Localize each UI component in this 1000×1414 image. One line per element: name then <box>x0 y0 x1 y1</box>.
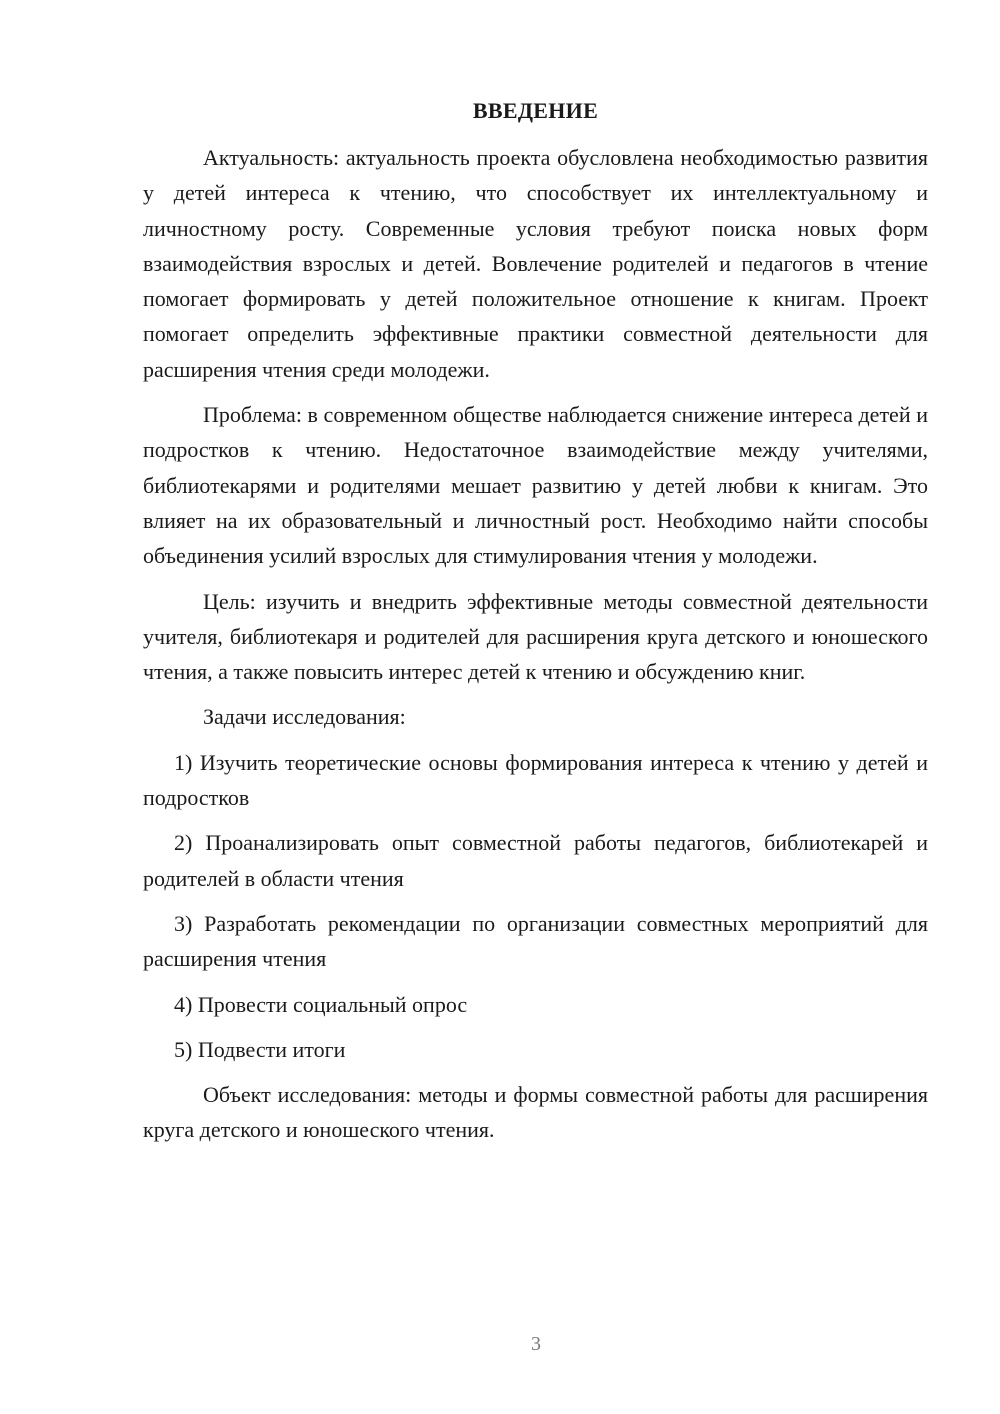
section-heading: ВВЕДЕНИЕ <box>472 98 599 123</box>
tasks-intro: Задачи исследования: <box>203 704 406 730</box>
object-paragraph: Объект исследования: методы и формы совместной работы для расширения круга детского и юношеского чтения. <box>143 1082 928 1143</box>
list-item: 1) Изучить теоретические основы формирования интереса к чтению у детей и подростков <box>143 749 928 811</box>
goal-paragraph: Цель: изучить и внедрить эффективные методы совместной деятельности учителя, библиотекаря и родителей для расширения круга детского и юношеского чтения, а также повысить интерес детей к чтению и обсуждению книг. <box>143 588 928 685</box>
tasks-list <box>143 745 928 1067</box>
problem-paragraph: Проблема: в современном обществе наблюдается снижение интереса детей и подростков к чтению. Недостаточное взаимодействие между учителями, библиотекарями и родителями мешает развитию у детей любви к книгам. Это влияет на их образовательный и личностный рост. Необходимо найти способы объединения усилий взрослых для стимулирования чтения у молодежи. <box>143 402 928 569</box>
list-item: 2) Проанализировать опыт совместной работы педагогов, библиотекарей и родителей в области чтения <box>143 830 928 891</box>
list-item: 5) Подвести итоги <box>174 1036 346 1062</box>
relevance-paragraph: Актуальность: актуальность проекта обусловлена необходимостью развития у детей интереса к чтению, что способствует их интеллектуальному и личностному росту. Современные условия требуют поиска новых форм взаимодействия взрослых и детей. Вовлечение родителей и педагогов в чтение помогает формировать у детей положительное отношение к книгам. Проект помогает определить эффективные практики совместной деятельности для расширения чтения среди молодежи. <box>143 145 928 382</box>
page-number: 3 <box>531 1333 541 1355</box>
list-item: 3) Разработать рекомендации по организации совместных мероприятий для расширения чтения <box>143 910 928 972</box>
list-item: 4) Провести социальный опрос <box>174 991 468 1017</box>
document-page <box>143 95 928 1158</box>
